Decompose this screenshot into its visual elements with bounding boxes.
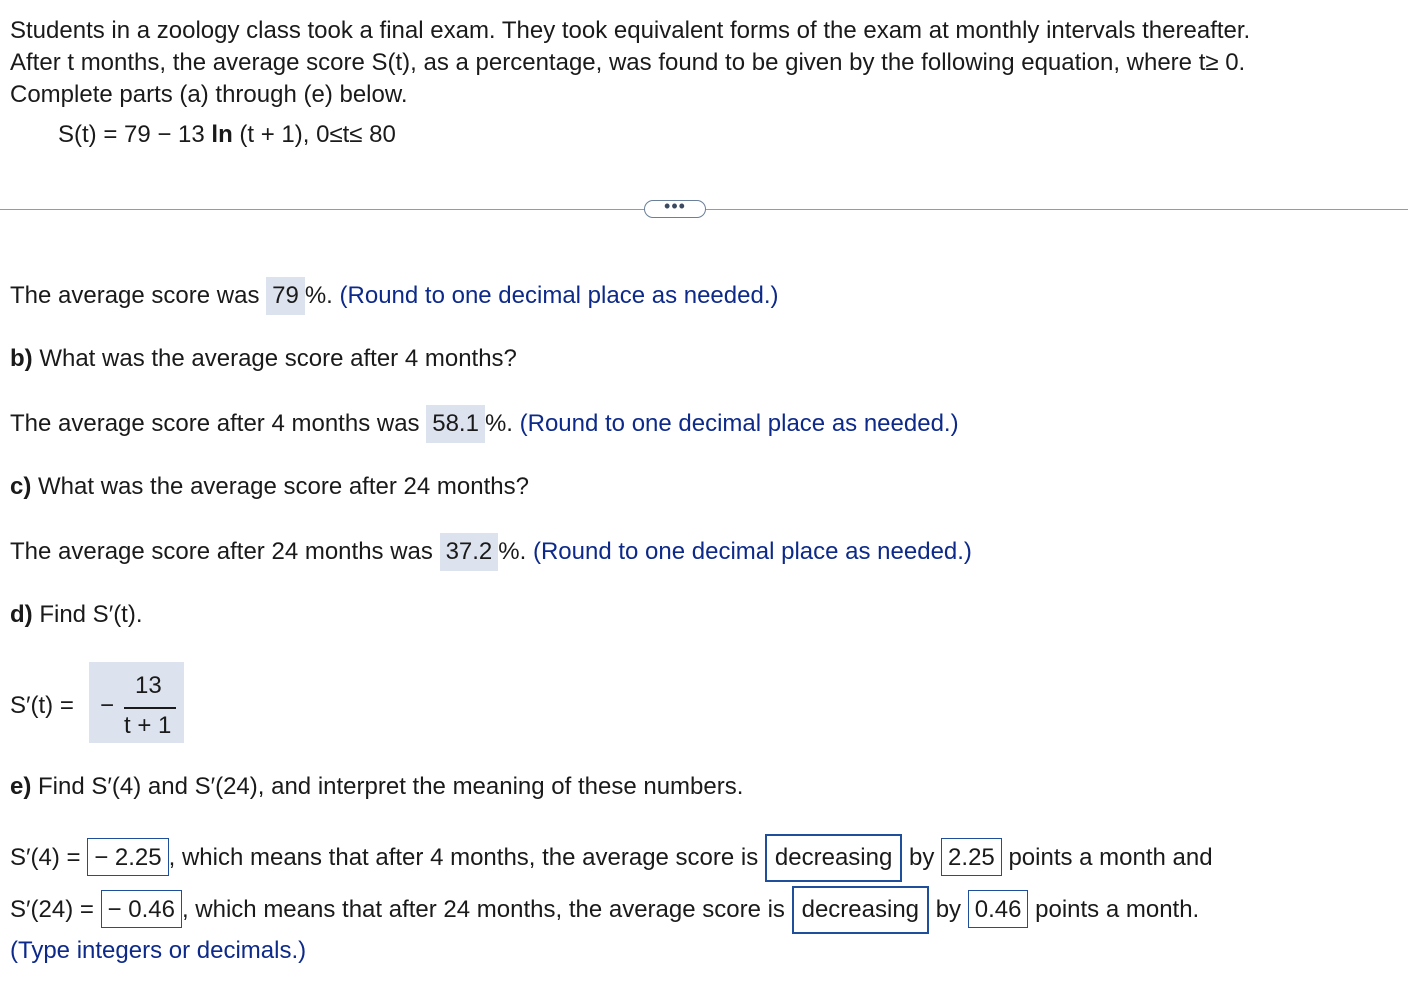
- s-prime-4-field[interactable]: − 2.25: [87, 838, 168, 876]
- part-e-row1-tail: points a month and: [1008, 844, 1213, 871]
- part-d-numerator: 13: [135, 672, 162, 699]
- s-prime-24-field[interactable]: − 0.46: [101, 890, 182, 928]
- part-e-row2-lhs: S′(24) =: [10, 896, 94, 923]
- part-c-text: The average score after 24 months was: [10, 538, 433, 565]
- part-b-row: [10, 405, 959, 443]
- part-c-row: [10, 533, 972, 571]
- part-b-hint: (Round to one decimal place as needed.): [519, 410, 959, 437]
- intro-line-1: Students in a zoology class took a final exam. They took equivalent forms of the exam at monthly intervals thereafter.: [10, 17, 1251, 44]
- trend-dropdown-4[interactable]: decreasing: [765, 834, 902, 882]
- part-d-denominator: t + 1: [124, 712, 172, 739]
- intro-line-3: Complete parts (a) through (e) below.: [10, 81, 408, 108]
- amount-field-4[interactable]: 2.25: [941, 838, 1002, 876]
- part-a-hint: (Round to one decimal place as needed.): [339, 282, 779, 309]
- part-e-question-text: Find S′(4) and S′(24), and interpret the meaning of these numbers.: [31, 773, 744, 800]
- part-a-answer: 79: [266, 277, 305, 315]
- part-b-question-text: What was the average score after 4 months?: [32, 345, 517, 372]
- part-c-label: c): [10, 473, 32, 500]
- part-b-label: b): [10, 345, 33, 372]
- part-b-text: The average score after 4 months was: [10, 410, 420, 437]
- part-e-row2-mid: , which means that after 24 months, the average score is: [181, 896, 785, 923]
- fraction-bar: [124, 707, 176, 709]
- amount-field-24[interactable]: 0.46: [968, 890, 1029, 928]
- part-e-row2-tail: points a month.: [1035, 896, 1200, 923]
- part-a-row: [10, 277, 778, 315]
- intro-line-2: After t months, the average score S(t), as a percentage, was found to be given by the following equation, where t≥ 0.: [10, 49, 1246, 76]
- part-d-question: [10, 599, 143, 631]
- part-d-lhs: S′(t) =: [10, 692, 74, 719]
- part-e-row-2: [10, 886, 1199, 934]
- part-e-row1-mid: , which means that after 4 months, the average score is: [168, 844, 759, 871]
- part-e-question: [10, 771, 743, 803]
- part-c-hint: (Round to one decimal place as needed.): [532, 538, 972, 565]
- equation: [58, 119, 396, 151]
- part-e-row1-by: by: [909, 844, 935, 871]
- part-b-unit: %.: [484, 410, 513, 437]
- part-e-row1-lhs: S′(4) =: [10, 844, 81, 871]
- part-c-question-text: What was the average score after 24 months?: [31, 473, 529, 500]
- part-c-answer: 37.2: [440, 533, 499, 571]
- part-e-label: e): [10, 773, 32, 800]
- part-e-row2-by: by: [935, 896, 962, 923]
- part-b-question: [10, 343, 517, 375]
- part-d-label: d): [10, 601, 33, 628]
- part-d-minus: −: [100, 692, 115, 719]
- part-a-text: The average score was: [10, 282, 260, 309]
- part-a-unit: %.: [304, 282, 333, 309]
- part-b-answer: 58.1: [426, 405, 485, 443]
- part-c-question: [10, 471, 529, 503]
- equation-pre: S(t) = 79 − 13: [58, 121, 212, 148]
- part-e-row-1: [10, 834, 1213, 882]
- part-d-question-text: Find S′(t).: [32, 601, 143, 628]
- equation-post: (t + 1), 0≤t≤ 80: [232, 121, 396, 148]
- trend-dropdown-24[interactable]: decreasing: [792, 886, 929, 934]
- part-c-unit: %.: [498, 538, 527, 565]
- equation-ln: ln: [211, 121, 233, 148]
- part-e-hint: (Type integers or decimals.): [10, 937, 307, 964]
- show-more-button[interactable]: •••: [644, 200, 706, 218]
